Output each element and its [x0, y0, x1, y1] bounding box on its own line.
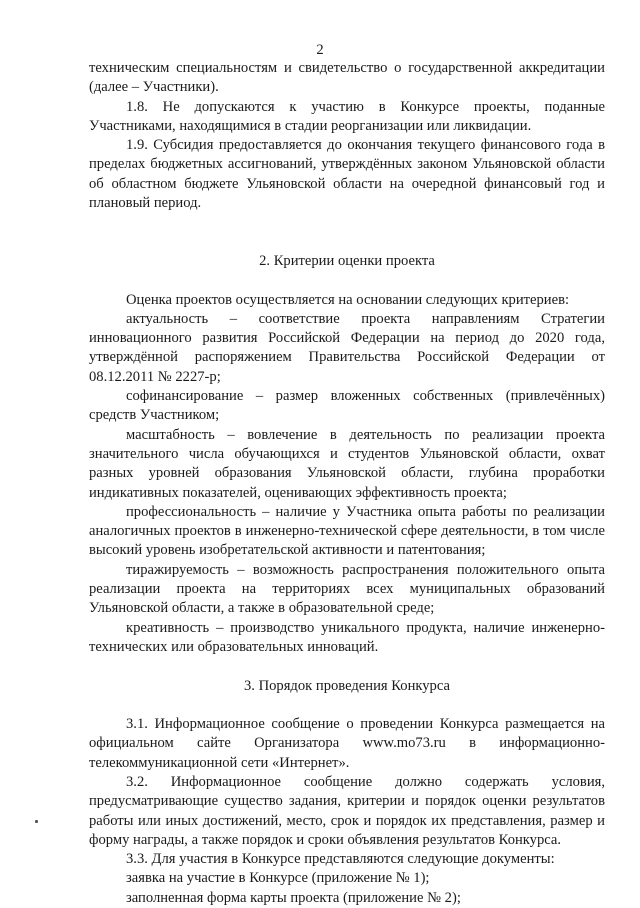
scan-mark: [35, 820, 38, 823]
paragraph-1-9: 1.9. Субсидия предоставляется до окончания текущего финансового года в пределах бюджетных ассигнований, утверждённых законом Ульяновской области об областном бюджете Ульяновской области на очередной финансовый год и плановый период.: [89, 137, 605, 212]
paragraph-criterion-scale: масштабность – вовлечение в деятельность по реализации проекта значительного числа обучающихся и студентов Ульяновской области, охват разных уровней образования Ульяновской области, глубина проработки индикативных показателей, оценивающих эффективность проекта;: [89, 426, 605, 501]
paragraph-criterion-creativity: креативность – производство уникального продукта, наличие инженерно-технических или образовательных инноваций.: [89, 619, 605, 655]
paragraph-criterion-relevance: актуальность – соответствие проекта направлениям Стратегии инновационного развития Российской Федерации на период до 2020 года, утверждённой распоряжением Правительства Российской Федерации от 08.12.2011 № 2227-р;: [89, 310, 605, 385]
spacer: [89, 696, 605, 715]
paragraph-1-8: 1.8. Не допускаются к участию в Конкурсе проекты, поданные Участниками, находящимися в стадии реорганизации или ликвидации.: [89, 98, 605, 134]
spacer: [89, 213, 605, 232]
page-number: 2: [316, 42, 324, 58]
paragraph-3-3: 3.3. Для участия в Конкурсе представляются следующие документы:: [126, 851, 555, 868]
paragraph-criteria-intro: Оценка проектов осуществляется на основании следующих критериев:: [126, 291, 570, 308]
spacer: [89, 233, 605, 252]
section-heading-2: 2. Критерии оценки проекта: [259, 252, 435, 269]
paragraph-continuation: техническим специальностям и свидетельство о государственной аккредитации (далее – Участники).: [89, 60, 605, 96]
paragraph-document-application: заявка на участие в Конкурсе (приложение № 1);: [126, 870, 430, 887]
paragraph-3-2: 3.2. Информационное сообщение должно содержать условия, предусматривающие существо задания, критерии и порядок оценки результатов работы или иных достижений, место, срок и порядок их представления, размер и форму награды, а также порядок и сроки объявления результатов Конкурса.: [89, 773, 605, 848]
paragraph-criterion-cofinancing: софинансирование – размер вложенных собственных (привлечённых) средств Участником;: [89, 388, 605, 424]
spacer: [89, 657, 605, 676]
paragraph-3-1: 3.1. Информационное сообщение о проведении Конкурса размещается на официальном сайте Организатора www.mo73.ru в информационно-телекоммуникационной сети «Интернет».: [89, 716, 605, 771]
spacer: [89, 271, 605, 290]
paragraph-document-project-card: заполненная форма карты проекта (приложение № 2);: [126, 889, 461, 906]
paragraph-criterion-replicability: тиражируемость – возможность распространения положительного опыта реализации проекта на территориях всех муниципальных образований Ульяновской области, а также в образовательной среде;: [89, 561, 605, 617]
section-heading-3: 3. Порядок проведения Конкурса: [243, 677, 450, 694]
paragraph-criterion-professionalism: профессиональность – наличие у Участника опыта работы по реализации аналогичных проектов в инженерно-технической сфере деятельности, в том числе высокий уровень изобретательской активности и патентования;: [89, 503, 605, 559]
document-body: [89, 59, 605, 908]
